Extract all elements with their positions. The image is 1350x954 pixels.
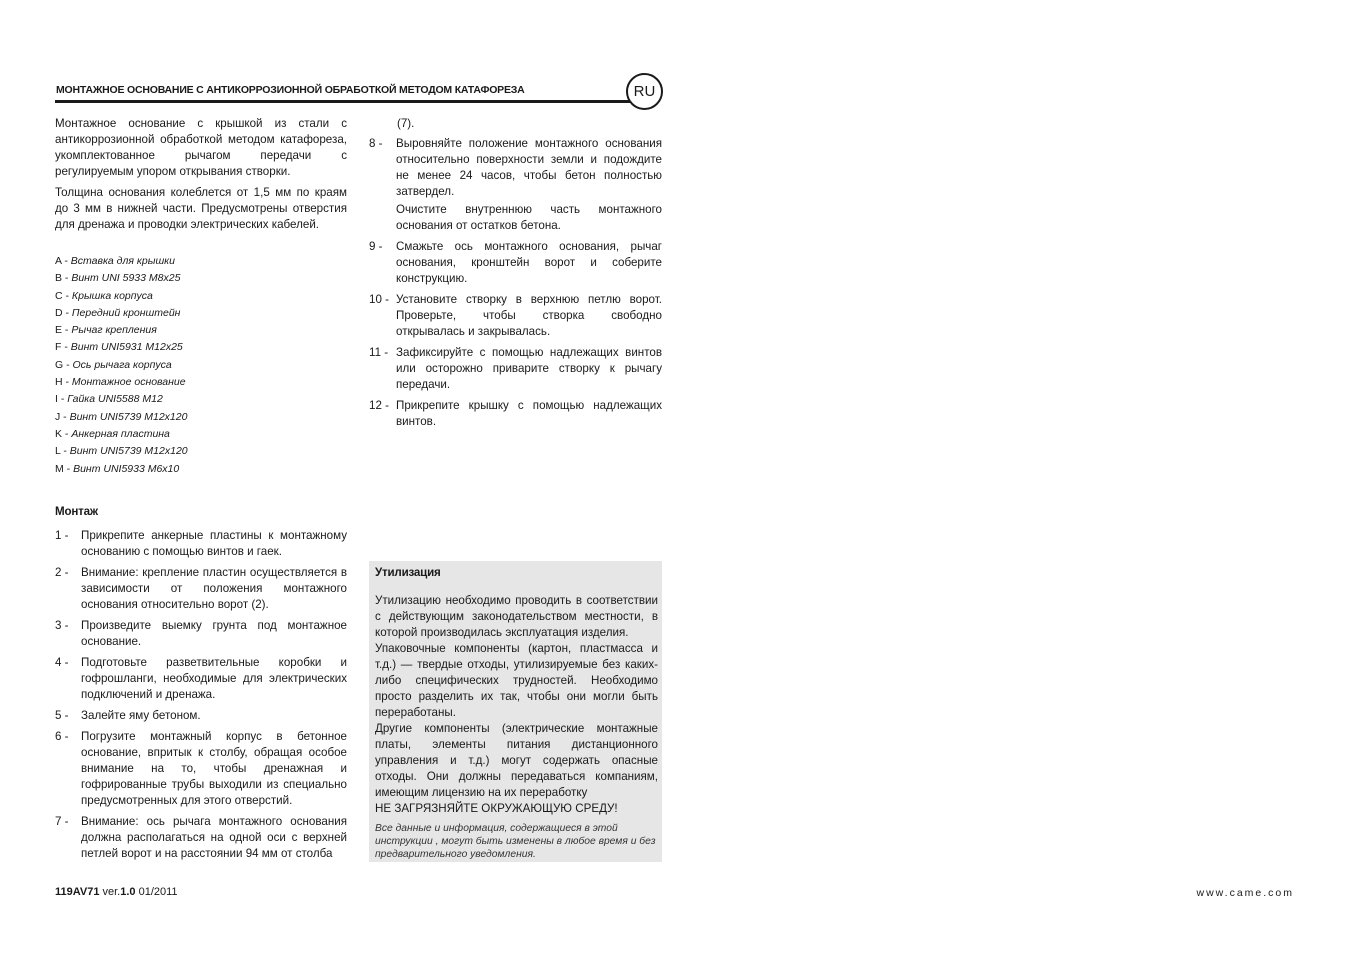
mounting-steps-list xyxy=(55,528,347,862)
mounting-step: 4 - Подготовьте разветвительные коробки и гофрошланги, необходимые для электрических подключений и дренажа. xyxy=(55,655,347,701)
mounting-step: 3 - Произведите выемку грунта под монтажное основание. xyxy=(55,618,347,648)
parts-list xyxy=(55,253,347,478)
environment-warning: НЕ ЗАГРЯЗНЯЙТЕ ОКРУЖАЮЩУЮ СРЕДУ! xyxy=(375,802,618,815)
mounting-step: 10 - Установите створку в верхнюю петлю ворот. Проверьте, чтобы створка свободно открывалась и закрывалась. xyxy=(369,293,662,338)
parts-list-item: L - Винт UNI5739 M12x120 xyxy=(55,445,188,458)
mounting-step: 11 - Зафиксируйте с помощью надлежащих винтов или осторожно приварите створку к рычагу передачи. xyxy=(369,346,662,391)
parts-list-item: M - Винт UNI5933 M6x10 xyxy=(55,462,180,475)
parts-list-item: G - Ось рычага корпуса xyxy=(55,358,172,371)
parts-list-item: C - Крышка корпуса xyxy=(55,289,153,302)
mounting-step: 8 - Выровняйте положение монтажного основания относительно поверхности земли и подождите не менее 24 часов, чтобы бетон полностью затвердел. Очистите внутреннюю часть монтажного основания от остатков бетона. xyxy=(369,137,662,232)
language-badge: RU xyxy=(626,73,663,110)
right-column xyxy=(369,116,662,435)
disclaimer-note: Все данные и информация, содержащиеся в этой инструкции , могут быть изменены в любое время и без предварительного уведомления. xyxy=(375,823,656,860)
document-version: 119AV71 ver.1.0 01/2011 xyxy=(55,886,178,898)
page-title: МОНТАЖНОЕ ОСНОВАНИЕ С АНТИКОРРОЗИОННОЙ ОБРАБОТКОЙ МЕТОДОМ КАТАФОРЕЗА xyxy=(56,84,525,96)
parts-list-item: A - Вставка для крышки xyxy=(55,255,175,267)
header-rule xyxy=(55,100,633,103)
disposal-box xyxy=(369,561,662,862)
mounting-step: 9 - Смажьте ось монтажного основания, рычаг основания, кронштейн ворот и соберите конструкцию. xyxy=(369,240,662,285)
website-url: www.came.com xyxy=(1196,887,1294,899)
mounting-step: 5 - Залейте яму бетоном. xyxy=(55,708,201,722)
mounting-step: 12 - Прикрепите крышку с помощью надлежащих винтов. xyxy=(369,399,662,428)
disposal-paragraph: Другие компоненты (электрические монтажные платы, элементы питания дистанционного управления и т.д.) могут содержать опасные отходы. Они должны передаваться компаниям, имеющим лицензию на их переработку xyxy=(375,722,658,799)
parts-list-item: F - Винт UNI5931 M12x25 xyxy=(55,341,183,354)
parts-list-item: I - Гайка UNI5588 M12 xyxy=(55,393,163,406)
left-column xyxy=(55,116,347,867)
disposal-paragraph: Упаковочные компоненты (картон, пластмасса и т.д.) — твердые отходы, утилизируемые без каких-либо специфических трудностей. Необходимо просто разделить их так, чтобы они могли быть переработаны. xyxy=(375,642,658,719)
parts-list-item: J - Винт UNI5739 M12x120 xyxy=(55,410,188,423)
parts-list-item: H - Монтажное основание xyxy=(55,376,186,389)
mounting-steps-list-continued xyxy=(369,136,662,430)
parts-list-item: D - Передний кронштейн xyxy=(55,306,181,319)
step-8-subnote: Очистите внутреннюю часть монтажного основания от остатков бетона. xyxy=(396,203,662,232)
step-7-continuation: (7). xyxy=(397,117,415,130)
parts-list-item: E - Рычаг крепления xyxy=(55,324,157,337)
mounting-step: 1 - Прикрепите анкерные пластины к монтажному основанию с помощью винтов и гаек. xyxy=(55,528,347,558)
parts-list-item: B - Винт UNI 5933 M8x25 xyxy=(55,272,181,285)
mounting-step: 7 - Внимание: ось рычага монтажного основания должна располагаться на одной оси с верхней петлей ворот и на расстоянии 94 мм от столба xyxy=(55,814,347,860)
mounting-section-title: Монтаж xyxy=(55,504,98,518)
disposal-paragraph: Утилизацию необходимо проводить в соответствии с действующим законодательством местности, в которой производилась эксплуатация изделия. xyxy=(375,594,658,639)
disposal-title: Утилизация xyxy=(375,566,441,579)
mounting-step: 6 - Погрузите монтажный корпус в бетонное основание, впритык к столбу, обращая особое внимание на то, чтобы дренажная и гофрированные трубы выходили из специально предусмотренных для этого отверстий. xyxy=(55,729,347,807)
intro-paragraph-1: Монтажное основание с крышкой из стали с антикоррозионной обработкой методом катафореза, укомплектованное рычагом передачи с регулируемым упором открывания створки. xyxy=(55,117,347,178)
intro-paragraph-2: Толщина основания колеблется от 1,5 мм по краям до 3 мм в нижней части. Предусмотрены отверстия для дренажа и проводки электрических кабелей. xyxy=(55,186,347,231)
parts-list-item: K - Анкерная пластина xyxy=(55,427,170,440)
mounting-step: 2 - Внимание: крепление пластин осуществляется в зависимости от положения монтажного основания относительно ворот (2). xyxy=(55,565,347,611)
